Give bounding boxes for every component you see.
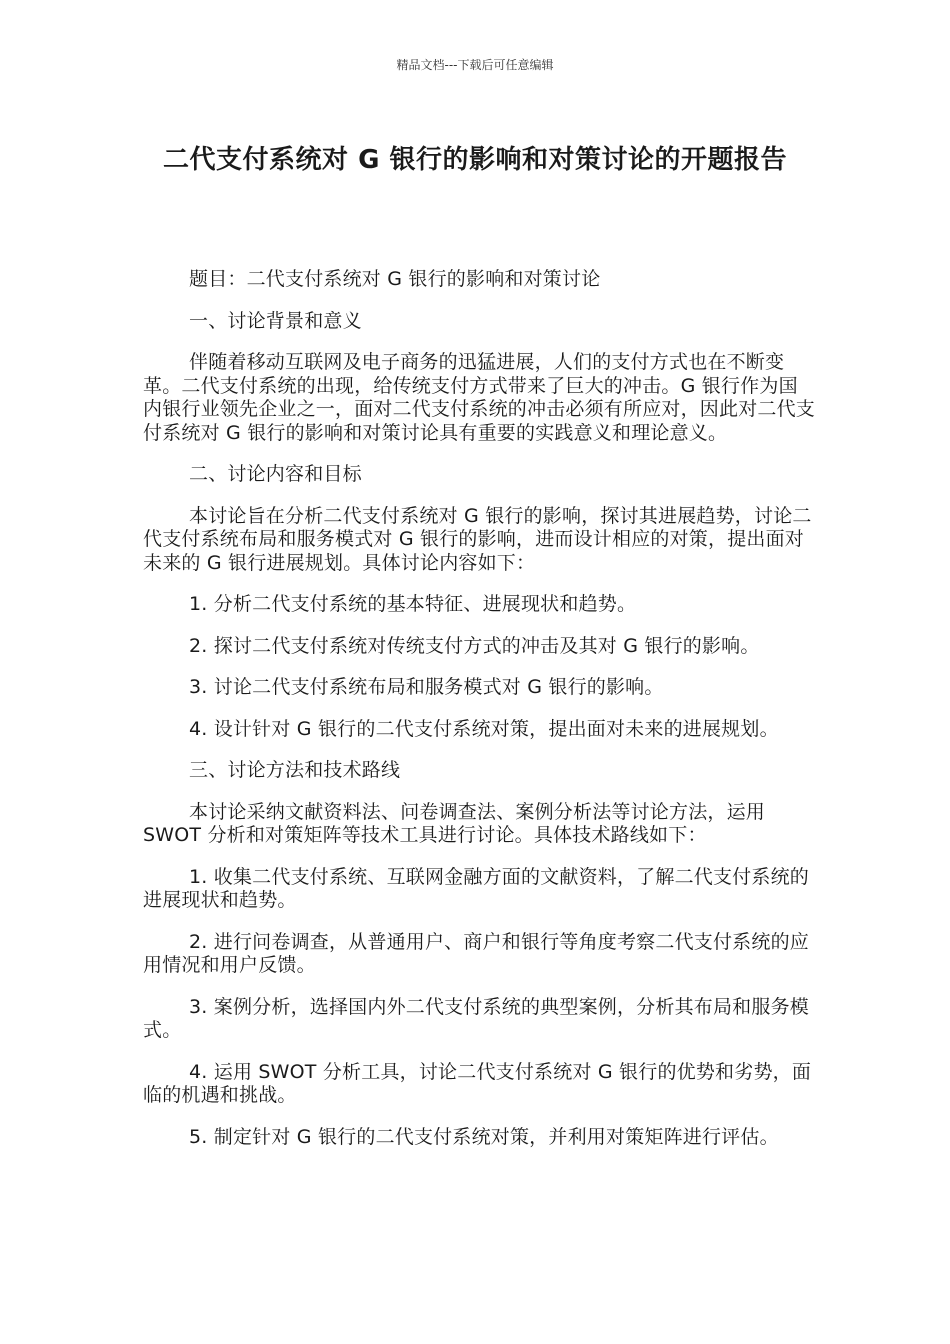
list-item-route-3: 3. 案例分析，选择国内外二代支付系统的典型案例，分析其布局和服务模式。 (143, 995, 809, 1041)
list-item-content-4: 4. 设计针对 G 银行的二代支付系统对策，提出面对未来的进展规划。 (189, 717, 779, 740)
list-item-route-5: 5. 制定针对 G 银行的二代支付系统对策，并利用对策矩阵进行评估。 (189, 1125, 779, 1148)
document-body (143, 268, 815, 1167)
list-item-route-4: 4. 运用 SWOT 分析工具，讨论二代支付系统对 G 银行的优势和劣势，面临的机遇和挑战。 (143, 1060, 812, 1106)
list-item-content-2: 2. 探讨二代支付系统对传统支付方式的冲击及其对 G 银行的影响。 (189, 634, 760, 657)
paragraph-content: 本讨论旨在分析二代支付系统对 G 银行的影响，探讨其进展趋势，讨论二代支付系统布局和服务模式对 G 银行的影响，进而设计相应的对策，提出面对未来的 G 银行进展规划。具体讨论内容如下： (143, 504, 812, 574)
section-heading-background: 一、讨论背景和意义 (189, 309, 362, 332)
list-item-route-1: 1. 收集二代支付系统、互联网金融方面的文献资料，了解二代支付系统的进展现状和趋势。 (143, 865, 809, 911)
document-title: 二代支付系统对 G 银行的影响和对策讨论的开题报告 (163, 145, 787, 175)
section-heading-method: 三、讨论方法和技术路线 (189, 759, 401, 781)
topic-line: 题目：二代支付系统对 G 银行的影响和对策讨论 (189, 268, 601, 290)
list-item-route-2: 2. 进行问卷调查，从普通用户、商户和银行等角度考察二代支付系统的应用情况和用户反馈。 (143, 930, 809, 976)
section-heading-content: 二、讨论内容和目标 (189, 463, 362, 485)
paragraph-method: 本讨论采纳文献资料法、问卷调查法、案例分析法等讨论方法，运用 SWOT 分析和对策矩阵等技术工具进行讨论。具体技术路线如下： (143, 800, 766, 846)
list-item-content-1: 1. 分析二代支付系统的基本特征、进展现状和趋势。 (189, 593, 637, 615)
page-header: 精品文档---下载后可任意编辑 (396, 58, 554, 72)
paragraph-background: 伴随着移动互联网及电子商务的迅猛进展，人们的支付方式也在不断变革。二代支付系统的出现，给传统支付方式带来了巨大的冲击。G 银行作为国内银行业领先企业之一，面对二代支付系统的冲击必须有所应对，因此对二代支付系统对 G 银行的影响和对策讨论具有重要的实践意义和理论意义。 (143, 351, 816, 444)
list-item-content-3: 3. 讨论二代支付系统布局和服务模式对 G 银行的影响。 (189, 676, 664, 698)
